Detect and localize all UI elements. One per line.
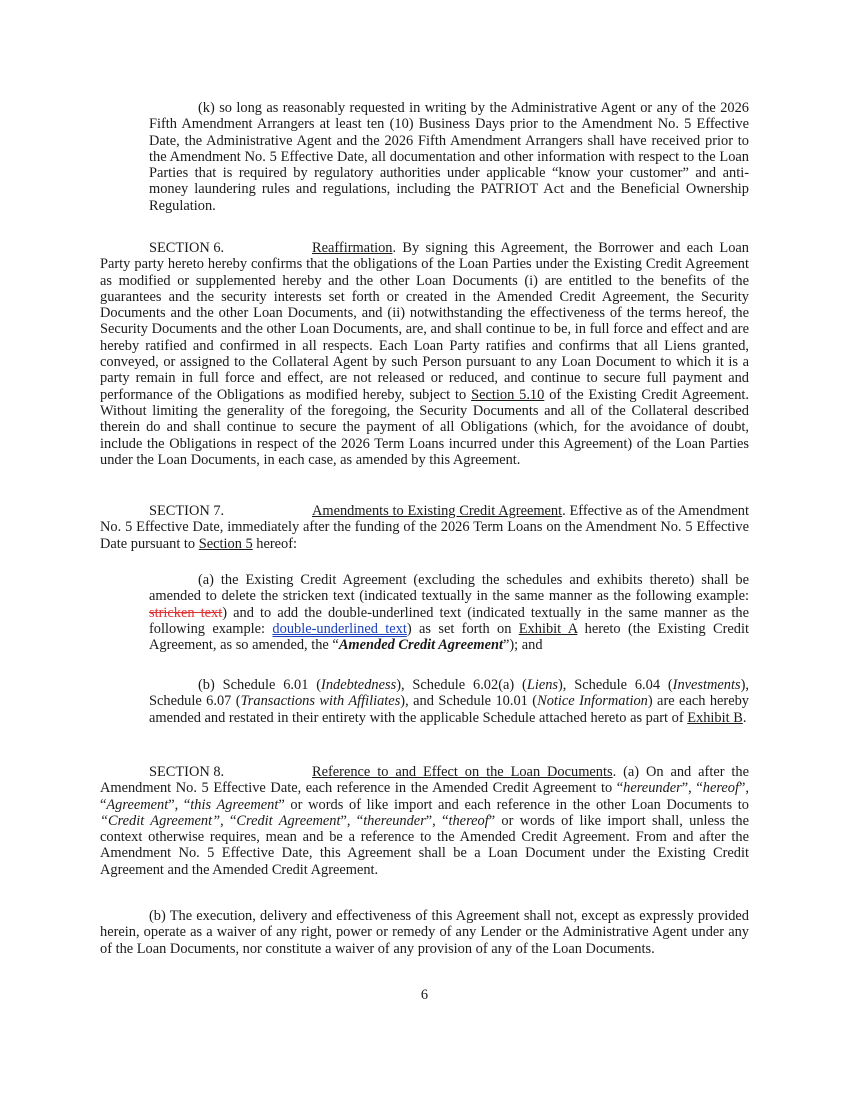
defined-term: thereunder	[363, 812, 426, 829]
section-6-text-end: of the Existing Credit Agreement. Without limiting the generality of the foregoing, the Security Documents and all of the Collateral described therein do and shall continue to secure the payment of all Obligations (which, for the avoidance of doubt, include the Obligations in respect of the 2026 Term Loans incurred under this Agreement) of the Loan Parties under the Loan Documents, in each case, as amended by this Agreement.	[100, 386, 749, 468]
clause-a-text-5: ”); and	[502, 637, 543, 654]
paragraph-k-text: (k) so long as reasonably requested in writing by the Administrative Agent or any of the 2026 Fifth Amendment Arrangers at least ten (10) Business Days prior to the Amendment No. 5 Effective Date, the Administrative Agent and the 2026 Fifth Amendment Arrangers shall have received prior to the Amendment No. 5 Effective Date, all documentation and other information with respect to the Loan Parties that is required by regulatory authorities under applicable “know your customer” and anti-money laundering rules and regulations, including the PATRIOT Act and the Beneficial Ownership Regulation.	[149, 100, 749, 214]
defined-term: this Agreement	[190, 796, 279, 813]
clause-b-text-3: ), Schedule 6.04 (	[558, 677, 673, 693]
schedule-title: Indebtedness	[321, 677, 397, 693]
clause-a-text-4: hereto (the Existing Credit Agreement, as so amended, the “	[149, 620, 749, 654]
section-5-10-reference: Section 5.10	[471, 386, 545, 403]
section-7-text: . Effective as of the Amendment No. 5 Effective Date, immediately after the funding of the 2026 Term Loans on the Amendment No. 5 Effective Date pursuant to	[100, 503, 749, 552]
schedule-title: Notice Information	[537, 693, 648, 710]
schedule-title: Transactions with Affiliates	[240, 693, 401, 710]
section-8-text-3: ”, “	[100, 780, 749, 813]
amended-credit-agreement-term: Amended Credit Agreement	[338, 637, 503, 654]
exhibit-b-reference: Exhibit B	[687, 709, 743, 726]
exhibit-a-reference: Exhibit A	[518, 620, 578, 637]
double-underlined-text-example: double-underlined text	[272, 620, 407, 637]
defined-term: Agreement	[106, 796, 169, 813]
defined-term: hereunder	[623, 780, 682, 797]
section-8-text-6: , “	[220, 812, 237, 829]
section-6-text: . By signing this Agreement, the Borrower and each Loan Party party hereto hereby confirms that the obligations of the Loan Parties under the Existing Credit Agreement as modified or supplemented hereby and the other Loan Documents (i) are entitled to the benefits of the guarantees and the security interests set forth or created in the Amended Credit Agreement, the Security Documents and the other Loan Documents, and (ii) notwithstanding the effectiveness of the terms hereof, the Security Documents and the other Loan Documents, are, and shall continue to be, in full force and effect and are hereby ratified and confirmed in all respects. Each Loan Party ratifies and confirms that all Liens granted, conveyed, or assigned to the Collateral Agent by such Person pursuant to any Loan Document to which it is a party remain in full force and effect, are not released or reduced, and continue to secure full payment and performance of the Obligations as modified hereby, subject to	[100, 240, 749, 403]
section-7-text-end: hereof:	[252, 535, 298, 552]
section-8-text-5: ” or words of like import and each reference in the other Loan Documents to	[278, 796, 749, 813]
clause-b-text-6: ) are each hereby amended and restated in their entirety with the applicable Schedule attached hereto as part of	[149, 693, 749, 726]
clause-a-text: (a) the Existing Credit Agreement (excluding the schedules and exhibits thereto) shall be amended to delete the stricken text (indicated textually in the same manner as the following example:	[149, 572, 749, 605]
clause-a-text-2: ) and to add the double-underlined text (indicated textually in the same manner as the following example:	[149, 604, 749, 637]
section-7	[100, 503, 749, 552]
section-8-text-7: ”, “	[340, 812, 364, 829]
section-7-heading: Amendments to Existing Credit Agreement	[312, 503, 563, 519]
clause-b	[149, 677, 749, 726]
section-8	[100, 764, 749, 878]
clause-b-text-4: ), Schedule 6.07 (	[149, 677, 749, 710]
page-number: 6	[420, 987, 429, 1003]
defined-term: thereof	[448, 812, 489, 829]
section-8-clause-b	[100, 908, 749, 957]
clause-a	[149, 572, 749, 653]
paragraph-k	[149, 100, 749, 214]
section-6-label: SECTION 6.	[149, 240, 225, 256]
clause-b-text-2: ), Schedule 6.02(a) (	[396, 677, 527, 693]
defined-term: hereof	[702, 780, 739, 797]
defined-term: “Credit Agreement”	[100, 812, 221, 829]
stricken-text-example: stricken text	[149, 604, 223, 621]
section-8-clause-b-text: (b) The execution, delivery and effectiveness of this Agreement shall not, except as expressly provided herein, operate as a waiver of any right, power or remedy of any Lender or the Administrative Agent under any of the Loan Documents, nor constitute a waiver of any provision of any of the Loan Documents.	[100, 908, 749, 957]
schedule-title: Liens	[526, 677, 558, 693]
schedule-title: Investments	[672, 677, 741, 693]
section-8-text-4: ”, “	[168, 796, 191, 813]
defined-term: Credit Agreement	[236, 812, 341, 829]
clause-a-text-3: ) as set forth on	[406, 620, 519, 637]
clause-b-text: (b) Schedule 6.01 (	[198, 677, 322, 693]
section-6	[100, 240, 749, 468]
clause-b-text-7: .	[742, 709, 747, 726]
section-6-heading: Reaffirmation	[312, 240, 393, 256]
section-7-label: SECTION 7.	[149, 503, 225, 519]
clause-b-text-5: ), and Schedule 10.01 (	[400, 693, 538, 710]
section-8-heading: Reference to and Effect on the Loan Documents	[312, 764, 613, 780]
section-5-reference: Section 5	[198, 535, 253, 552]
section-8-label: SECTION 8.	[149, 764, 225, 780]
section-8-text-9: ” or words of like import shall, unless the context otherwise requires, mean and be a reference to the Amended Credit Agreement. From and after the Amendment No. 5 Effective Date, this Agreement shall be a Loan Document under the Existing Credit Agreement and the Amended Credit Agreement.	[100, 812, 749, 878]
section-8-text-2: ”, “	[681, 780, 703, 797]
section-8-text-8: ”, “	[425, 812, 449, 829]
section-8-text: . (a) On and after the Amendment No. 5 Effective Date, each reference in the Amended Credit Agreement to “	[100, 764, 749, 797]
